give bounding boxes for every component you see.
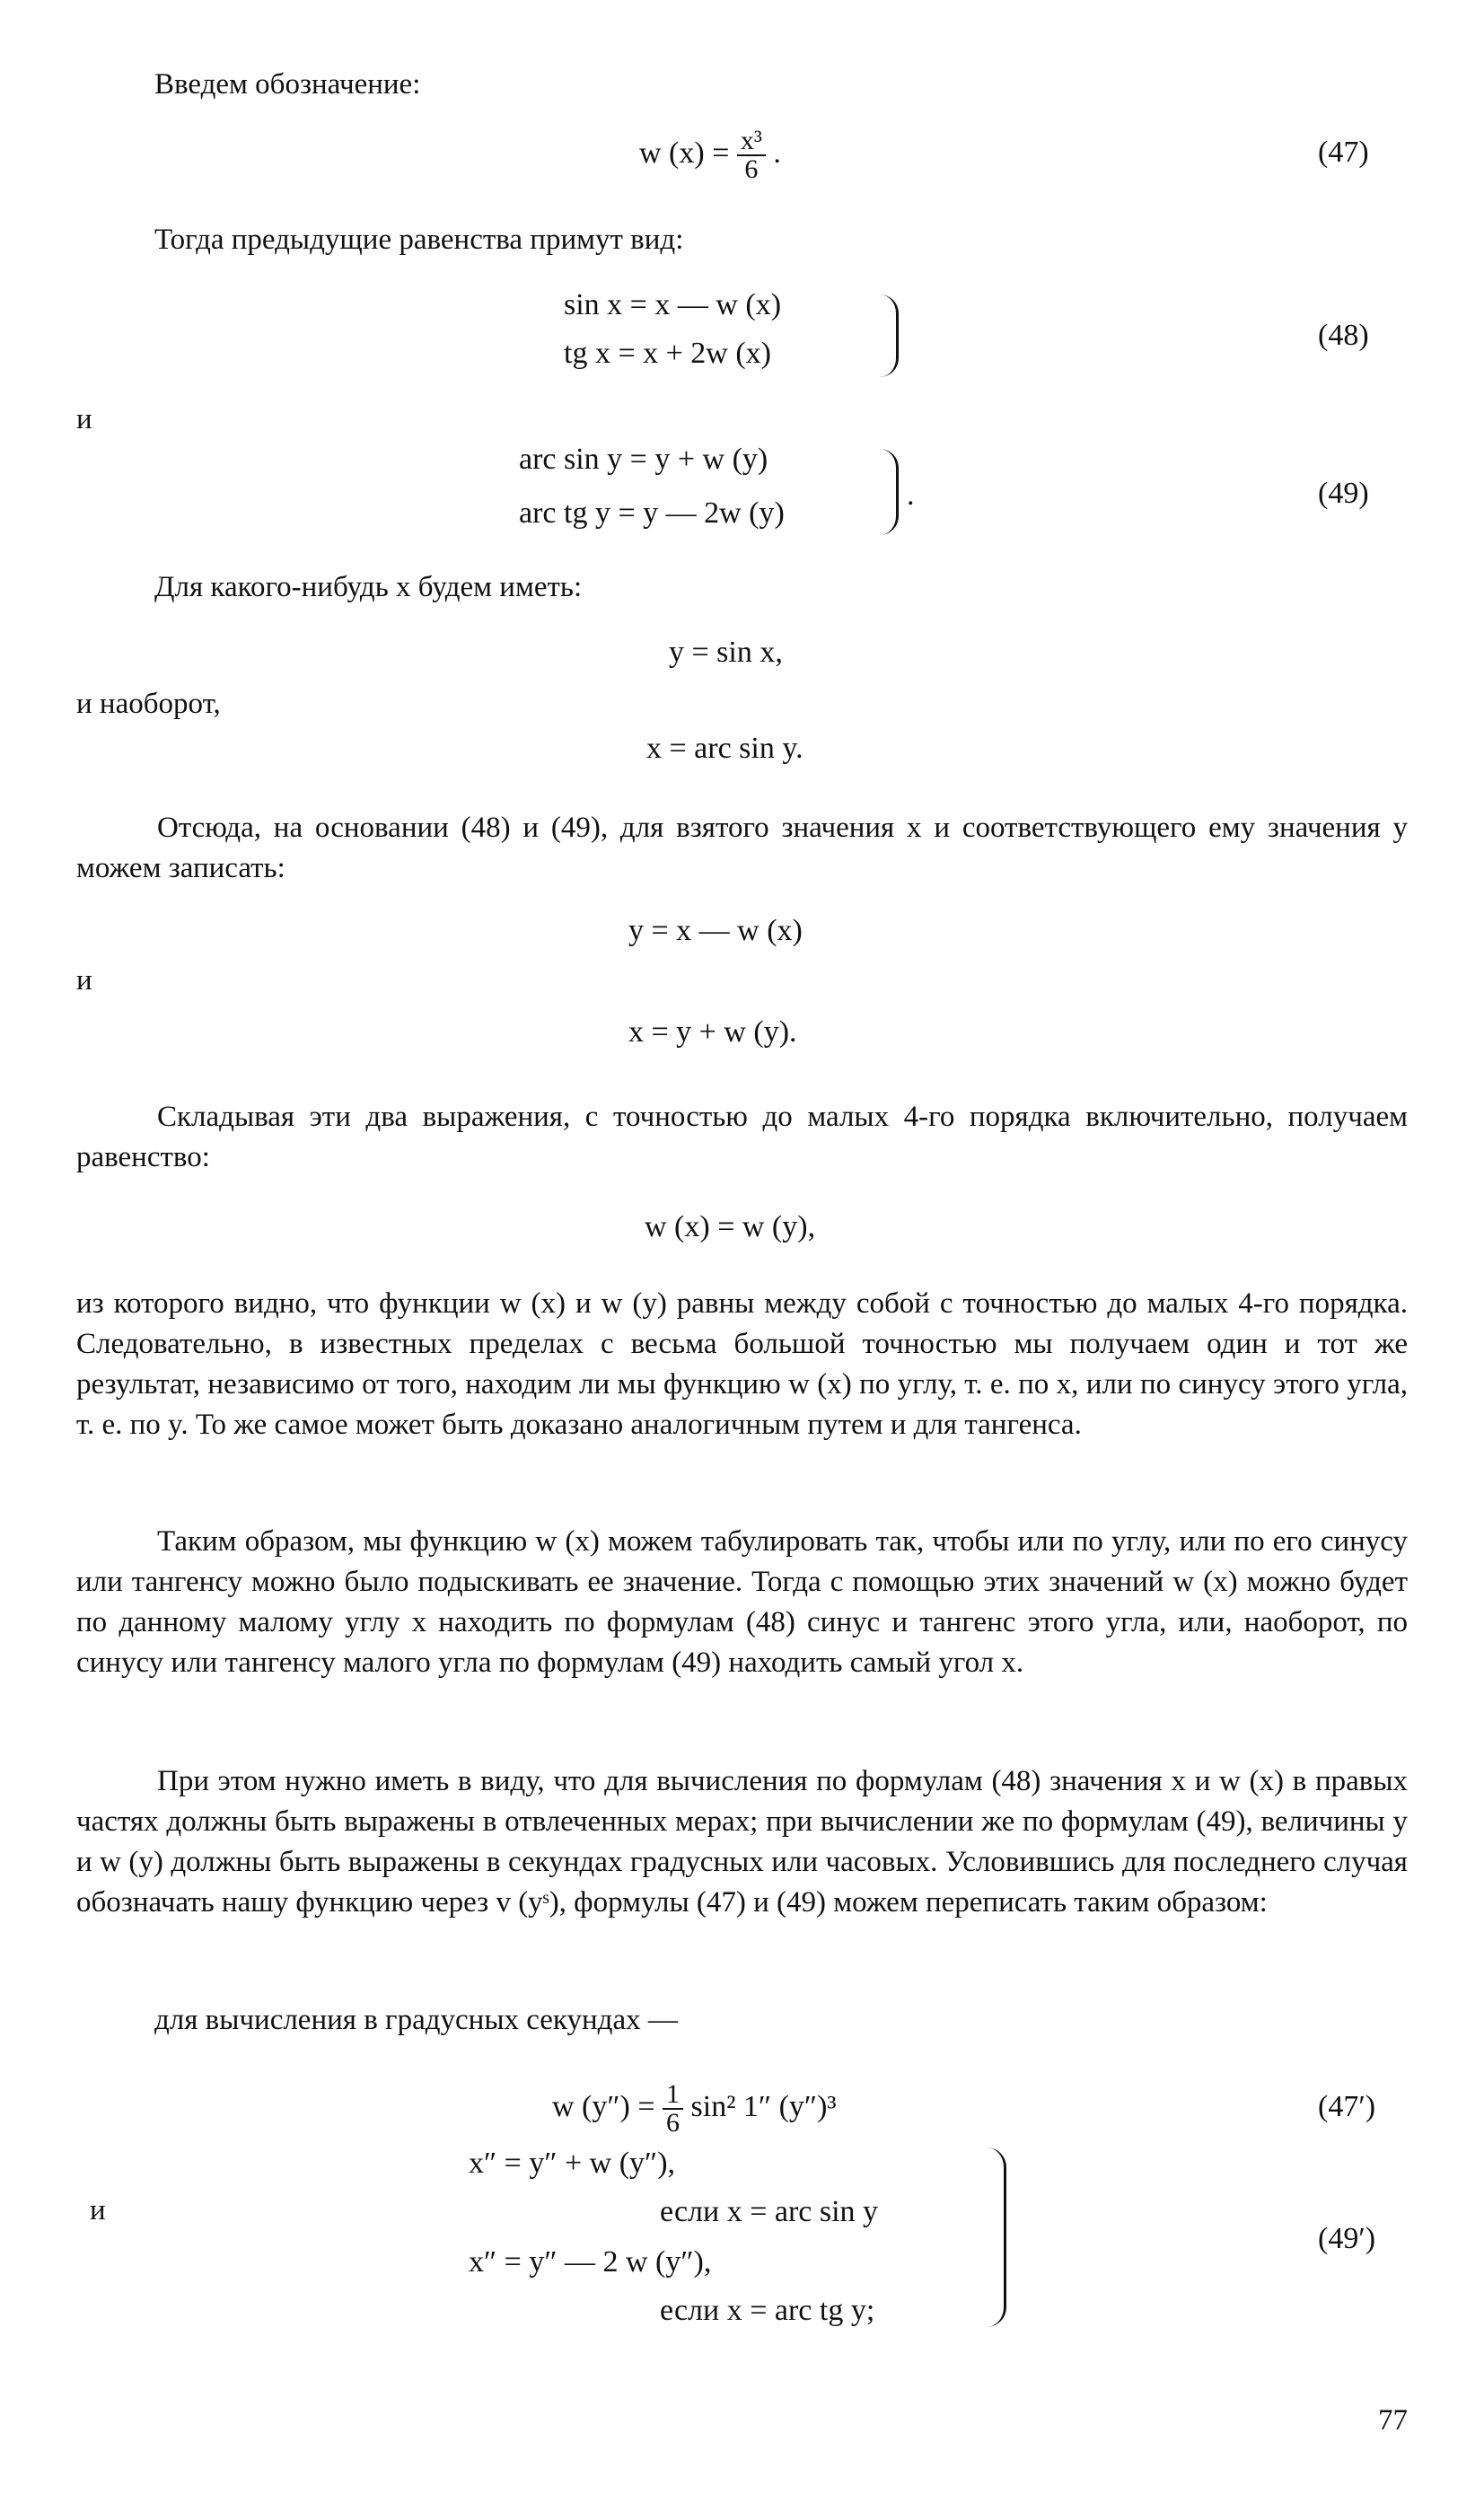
eq47p-number: (47′) xyxy=(1318,2090,1376,2123)
and-text-2: и xyxy=(76,964,92,997)
eq49p-line2: x″ = y″ — 2 w (y″), xyxy=(469,2245,712,2279)
eq-x-arcsin-y: x = arc sin y. xyxy=(646,732,803,765)
eq47p-lhs: w (y″) = xyxy=(552,2089,655,2123)
paragraph-1: Отсюда, на основании (48) и (49), для взятого значения x и соответствующего ему значения y можем записать: xyxy=(76,812,1408,884)
eq49p-number: (49′) xyxy=(1318,2222,1376,2255)
eq-wx-wy: w (x) = w (y), xyxy=(645,1210,816,1243)
and-text-1: и xyxy=(76,403,92,435)
paragraph-3: из которого видно, что функции w (x) и w (y) равны между собой с точностью до малых 4-го порядка. Следовательно, в известных пределах с весьма большой точностью мы получаем один и тот же результат, независимо от того, находим ли мы функцию w (x) по углу, т. е. по x, или по синусу этого угла, т. е. по y. То же самое может быть доказано аналогичным путем и для тангенса. xyxy=(76,1287,1408,1441)
equation-47 xyxy=(639,127,781,183)
eq49-line2: arc tg y = y — 2w (y) xyxy=(519,496,785,530)
paragraph-2: Складывая эти два выражения, с точностью до малых 4-го порядка включительно, получаем равенство: xyxy=(76,1101,1408,1173)
page-number: 77 xyxy=(1378,2404,1408,2437)
paragraph-5: При этом нужно иметь в виду, что для вычисления по формулам (48) значения x и w (x) в правых частях должны быть выражены в отвлеченных мерах; при вычислении же по формулам (49), величины y и w (y) должны быть выражены в секундах градусных или часовых. Условившись для последнего случая обозначать нашу функцию через v (yˢ), формулы (47) и (49) можем переписать таким образом: xyxy=(76,1765,1408,1919)
for-degrees-text: для вычисления в градусных секундах — xyxy=(154,2004,678,2036)
eq49p-line1: x″ = y″ + w (y″), xyxy=(469,2147,676,2180)
eq-y-x-w: y = x — w (x) xyxy=(628,914,803,947)
eq49-tail: . xyxy=(907,479,915,512)
eq47-fraction xyxy=(737,127,766,183)
eq47-lhs: w (x) = xyxy=(639,136,730,170)
eq47p-denominator: 6 xyxy=(666,2108,681,2138)
eq47-denominator: 6 xyxy=(744,154,759,184)
eq48-line2: tg x = x + 2w (x) xyxy=(564,337,771,370)
eq47-tail: . xyxy=(773,136,781,170)
eq49p-cond2: если x = arc tg y; xyxy=(660,2294,875,2327)
equation-47-prime xyxy=(552,2081,837,2137)
eq49p-cond1: если x = arc sin y xyxy=(660,2195,879,2228)
eq47p-numerator: 1 xyxy=(663,2081,683,2110)
eq48-number: (48) xyxy=(1318,319,1369,352)
eq47-number: (47) xyxy=(1318,136,1369,169)
paragraph-4: Таким образом, мы функцию w (x) можем табулировать так, чтобы или по углу, или по его синусу или тангенсу можно было подыскивать ее значение. Тогда с помощью этих значений w (x) можно будет по данному малому углу x находить по формулам (48) синус и тангенс этого угла, или, наоборот, по синусу или тангенсу малого угла по формулам (49) находить самый угол x. xyxy=(76,1525,1408,1679)
eq47p-rhs: sin² 1″ (y″)³ xyxy=(690,2089,837,2123)
eq-x-y-w: x = y + w (y). xyxy=(628,1015,797,1049)
for-some-x-text: Для какого-нибудь x будем иметь: xyxy=(154,571,583,603)
eq47p-fraction xyxy=(663,2081,683,2137)
eq49-brace xyxy=(880,449,899,535)
and-text-3: и xyxy=(90,2194,106,2226)
intro-text: Введем обозначение: xyxy=(154,68,421,101)
eq-y-sin-x: y = sin x, xyxy=(669,636,783,669)
eq49p-brace xyxy=(986,2147,1006,2327)
then-text: Тогда предыдущие равенства примут вид: xyxy=(154,224,684,256)
vice-versa-text: и наоборот, xyxy=(76,688,221,720)
eq49-line1: arc sin y = y + w (y) xyxy=(519,443,768,476)
eq49-number: (49) xyxy=(1318,477,1369,510)
eq47-numerator: x³ xyxy=(737,127,766,156)
eq48-brace xyxy=(880,294,899,377)
eq48-line1: sin x = x — w (x) xyxy=(564,288,782,321)
